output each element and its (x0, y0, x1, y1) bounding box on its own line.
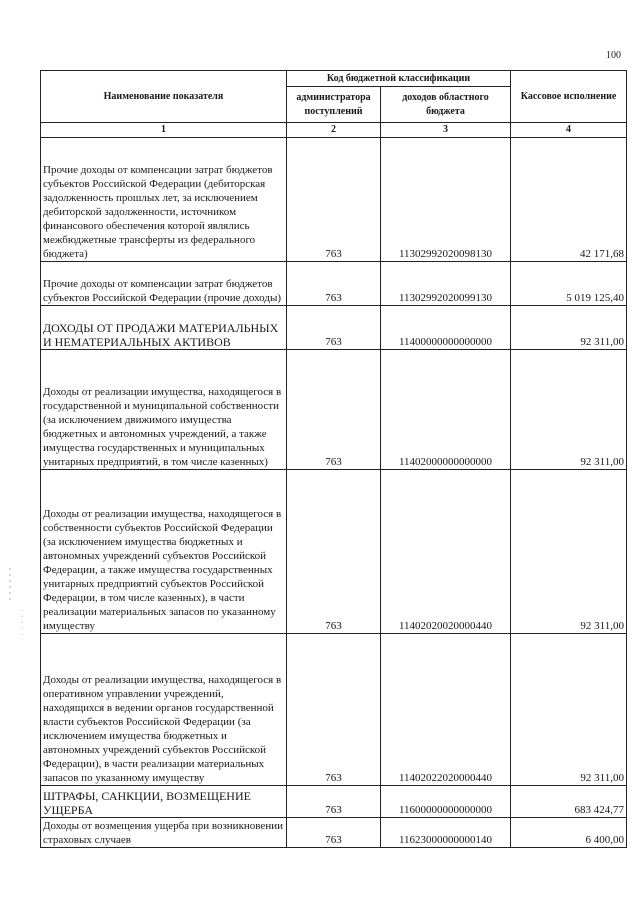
row-admin-code: 763 (287, 818, 381, 848)
row-admin-code: 763 (287, 306, 381, 350)
row-amount: 6 400,00 (511, 818, 627, 848)
row-name: Доходы от реализации имущества, находящегося в государственной и муниципальной собственности (за исключением движимого имущества бюджетных и автономных учреждений, а также имущества государственных и муниципальных унитарных предприятий, в том числе казенных) (41, 350, 287, 470)
row-budget-code: 11402000000000000 (381, 350, 511, 470)
row-amount: 683 424,77 (511, 786, 627, 818)
row-amount: 92 311,00 (511, 306, 627, 350)
header-name: Наименование показателя (41, 71, 287, 123)
row-budget-code: 11402022020000440 (381, 634, 511, 786)
row-amount: 92 311,00 (511, 634, 627, 786)
row-admin-code: 763 (287, 786, 381, 818)
row-budget-code: 11600000000000000 (381, 786, 511, 818)
row-name: Доходы от реализации имущества, находящегося в оперативном управлении учреждений, находящихся в ведении органов государственной власти субъектов Российской Федерации (за исключением имущества бюджетных и автономных учреждений субъектов Российской Федерации), в части реализации материальных запасов по указанному имуществу (41, 634, 287, 786)
row-name: Доходы от возмещения ущерба при возникновении страховых случаев (41, 818, 287, 848)
row-name: ШТРАФЫ, САНКЦИИ, ВОЗМЕЩЕНИЕ УЩЕРБА (41, 786, 287, 818)
row-name: Прочие доходы от компенсации затрат бюджетов субъектов Российской Федерации (дебиторская задолженность прошлых лет, за исключением дебиторской задолженности, источником финансового обеспечения которой являлись межбюджетные трансферты из федерального бюджета) (41, 138, 287, 262)
row-admin-code: 763 (287, 138, 381, 262)
row-admin-code: 763 (287, 470, 381, 634)
row-name: ДОХОДЫ ОТ ПРОДАЖИ МАТЕРИАЛЬНЫХ И НЕМАТЕРИАЛЬНЫХ АКТИВОВ (41, 306, 287, 350)
row-admin-code: 763 (287, 350, 381, 470)
col-number: 2 (287, 123, 381, 138)
row-amount: 92 311,00 (511, 470, 627, 634)
row-amount: 5 019 125,40 (511, 262, 627, 306)
row-budget-code: 11302992020098130 (381, 138, 511, 262)
row-budget-code: 11302992020099130 (381, 262, 511, 306)
row-admin-code: 763 (287, 262, 381, 306)
header-classification: Код бюджетной классификации (287, 71, 511, 87)
row-admin-code: 763 (287, 634, 381, 786)
page-number: 100 (606, 50, 621, 61)
row-budget-code: 11402020020000440 (381, 470, 511, 634)
row-name: Прочие доходы от компенсации затрат бюджетов субъектов Российской Федерации (прочие доходы) (41, 262, 287, 306)
row-name: Доходы от реализации имущества, находящегося в собственности субъектов Российской Федерации (за исключением имущества бюджетных и автономных учреждений субъектов Российской Федерации, а также имущества государственных унитарных предприятий субъектов Российской Федерации, в том числе казенных), в части реализации материальных запасов по указанному имуществу (41, 470, 287, 634)
header-admin: администратора поступлений (287, 87, 381, 123)
col-number: 4 (511, 123, 627, 138)
row-amount: 42 171,68 (511, 138, 627, 262)
header-income: доходов областного бюджета (381, 87, 511, 123)
row-budget-code: 11623000000000140 (381, 818, 511, 848)
col-number: 1 (41, 123, 287, 138)
row-budget-code: 11400000000000000 (381, 306, 511, 350)
row-amount: 92 311,00 (511, 350, 627, 470)
col-number: 3 (381, 123, 511, 138)
header-cash-execution: Кассовое исполнение (511, 71, 627, 123)
